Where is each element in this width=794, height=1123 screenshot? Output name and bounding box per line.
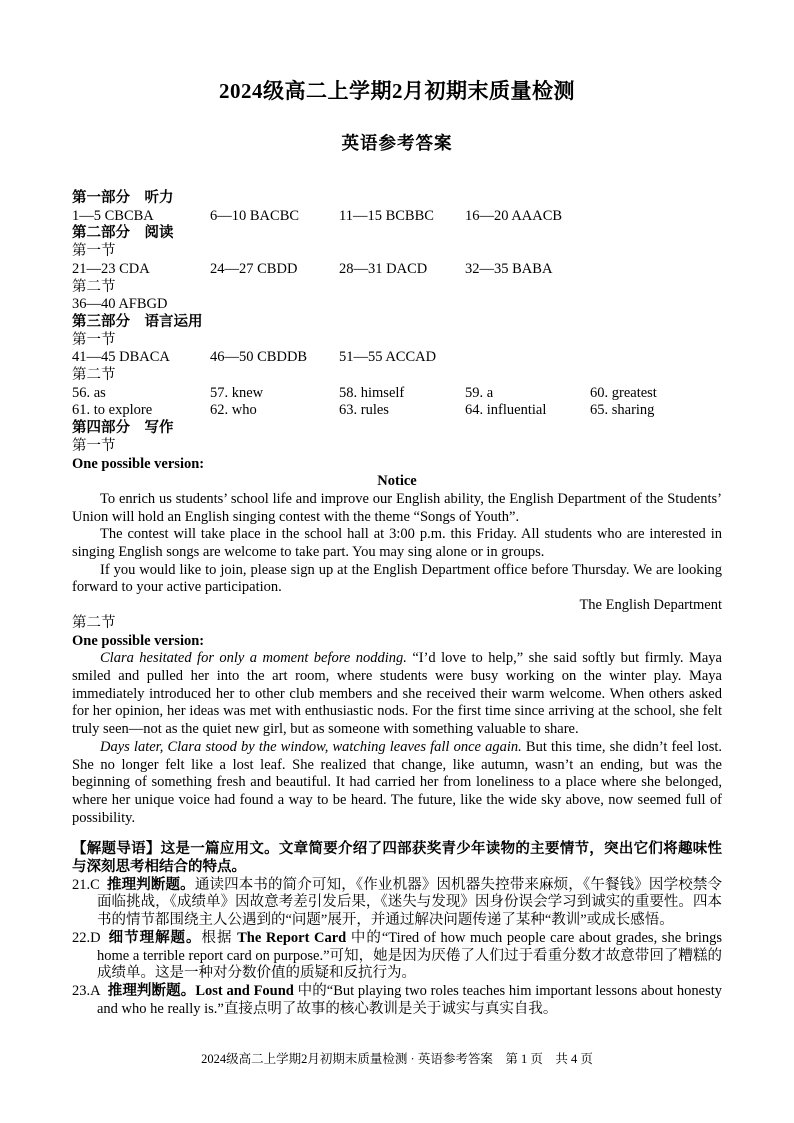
reading-section2-label: 第二节 — [72, 278, 116, 295]
answer-item: 63. rules — [339, 402, 389, 419]
answer-group: 6—10 BACBC — [210, 207, 300, 224]
part4-heading: 第四部分 写作 — [72, 420, 174, 437]
analysis-section — [72, 841, 722, 1018]
listening-answer-row — [72, 208, 722, 226]
answer-group: 51—55 ACCAD — [339, 349, 437, 366]
answer-group: 24—27 CBDD — [210, 260, 298, 277]
answer-item: 65. sharing — [590, 402, 655, 419]
answer-group: 11—15 BCBBC — [339, 207, 434, 224]
question-type-label: 推理判断题。 — [106, 876, 195, 893]
essay-paragraph-1 — [72, 650, 722, 739]
cloze-section2-label: 第二节 — [72, 367, 116, 384]
book-title: Lost and Found — [195, 982, 294, 999]
cloze-answer-row — [72, 349, 722, 367]
answer-item: 64. influential — [465, 402, 547, 419]
essay-p2-italic-lead: Days later, Clara stood by the window, watching leaves fall once again. — [100, 738, 522, 755]
answer-item: 57. knew — [210, 384, 264, 401]
reading-answer-row-2 — [72, 296, 722, 314]
answer-group: 16—20 AAACB — [465, 207, 563, 224]
analysis-text: 通读四本书的简介可知，《作业机器》因机器失控带来麻烦，《午餐钱》因学校禁令面临挑战，《成绩单》因故意考差引发后果，《迷失与发现》因身份误会学习到诚实的重要性。四本书的情节都围绕主人公遇到的“问题”展开，并通过解决问题传递了某种“教训”或成长感悟。 — [97, 876, 723, 929]
page-footer — [0, 1052, 794, 1067]
writing-section1-label: 第一节 — [72, 437, 116, 454]
answer-group: 1—5 CBCBA — [72, 207, 154, 224]
analysis-intro: 【解题导语】这是一篇应用文。文章简要介绍了四部获奖青少年读物的主要情节，突出它们将趣味性与深刻思考相结合的特点。 — [72, 841, 722, 876]
essay-p2-text: But this time, she didn’t feel lost. She no longer felt like a lost leaf. She realized that change, like autumn, wasn’t an ending, but was the beginning of something fresh and beautiful. It had carried her from loneliness to a place where she belonged, where her unique voice had found a way to be heard. The future, like the wide sky above, now seemed full of possibility. — [72, 738, 722, 826]
notice-paragraph-3: If you would like to join, please sign up at the English Department office before Thursday. We are looking forward to your active participation. — [72, 561, 722, 596]
question-number: 22.D — [72, 929, 101, 946]
reading-answer-row-1 — [72, 261, 722, 279]
analysis-text: 中的“Tired of how much people care about grades, she brings home a terrible report card on purpose.”可知，她是因为厌倦了人们过于看重分数才故意带回了糟糕的成绩单。这是一种对分数价值的质疑和反抗行为。 — [97, 929, 723, 982]
answer-item: 60. greatest — [590, 384, 657, 401]
essay-p1-text: “I’d love to help,” she said softly but firmly. Maya smiled and pulled her into the art room, where students were busy working on the winter play. Maya immediately introduced her to other club members and she received their warm welcome. When others asked for her opinion, her ideas was met with enthusiastic nods. For the first time since arriving at the school, she felt truly seen—not as the quiet new girl, but as someone with something valuable to share. — [72, 650, 722, 738]
answer-group: 46—50 CBDDB — [210, 349, 308, 366]
writing-section2-label: 第二节 — [72, 614, 116, 631]
answer-item: 62. who — [210, 402, 257, 419]
writing1-version-label: One possible version: — [72, 455, 205, 472]
analysis-item-23 — [72, 983, 722, 1018]
answer-item: 58. himself — [339, 384, 405, 401]
part2-heading: 第二部分 阅读 — [72, 225, 174, 242]
answer-group: 32—35 BABA — [465, 260, 553, 277]
notice-paragraph-2: The contest will take place in the school hall at 3:00 p.m. this Friday. All students who are interested in singing English songs are welcome to take part. You may sing alone or in groups. — [72, 526, 722, 561]
cloze-section1-label: 第一节 — [72, 331, 116, 348]
book-title: The Report Card — [237, 929, 347, 946]
grammar-answer-row-1 — [72, 385, 722, 403]
document-title: 2024级高二上学期2月初期末质量检测 — [219, 79, 575, 103]
notice-title: Notice — [377, 473, 417, 490]
answer-item: 56. as — [72, 384, 106, 401]
question-number: 21.C — [72, 876, 100, 893]
analysis-item-21 — [72, 877, 722, 930]
document-body — [72, 190, 722, 1018]
notice-paragraph-1: To enrich us students’ school life and improve our English ability, the English Department of the Students’ Union will hold an English singing contest with the theme “Songs of Youth”. — [72, 490, 722, 525]
analysis-text: 根据 — [201, 929, 238, 946]
writing2-version-label: One possible version: — [72, 632, 205, 649]
answer-group: 28—31 DACD — [339, 260, 428, 277]
question-type-label: 细节理解题。 — [107, 929, 202, 946]
analysis-text: 中的“But playing two roles teaches him important lessons about honesty and who he really is.”直接点明了故事的核心教训是关于诚实与真实自我。 — [97, 982, 722, 1017]
question-number: 23.A — [72, 982, 101, 999]
answer-item: 59. a — [465, 384, 494, 401]
part3-heading: 第三部分 语言运用 — [72, 313, 203, 330]
answer-group: 21—23 CDA — [72, 260, 150, 277]
notice-signature: The English Department — [579, 597, 722, 614]
answer-group: 41—45 DBACA — [72, 349, 170, 366]
answer-item: 61. to explore — [72, 402, 153, 419]
reading-section1-label: 第一节 — [72, 243, 116, 260]
question-type-label: 推理判断题。 — [107, 982, 196, 999]
essay-p1-italic-lead: Clara hesitated for only a moment before nodding. — [100, 650, 407, 667]
essay-paragraph-2 — [72, 739, 722, 828]
answer-group: 36—40 AFBGD — [72, 296, 168, 313]
footer-text: 2024级高二上学期2月初期末质量检测 · 英语参考答案 第 1 页 共 4 页 — [201, 1052, 593, 1066]
document-subtitle: 英语参考答案 — [341, 133, 453, 153]
grammar-answer-row-2 — [72, 402, 722, 420]
part1-heading: 第一部分 听力 — [72, 190, 174, 206]
analysis-item-22 — [72, 930, 722, 983]
